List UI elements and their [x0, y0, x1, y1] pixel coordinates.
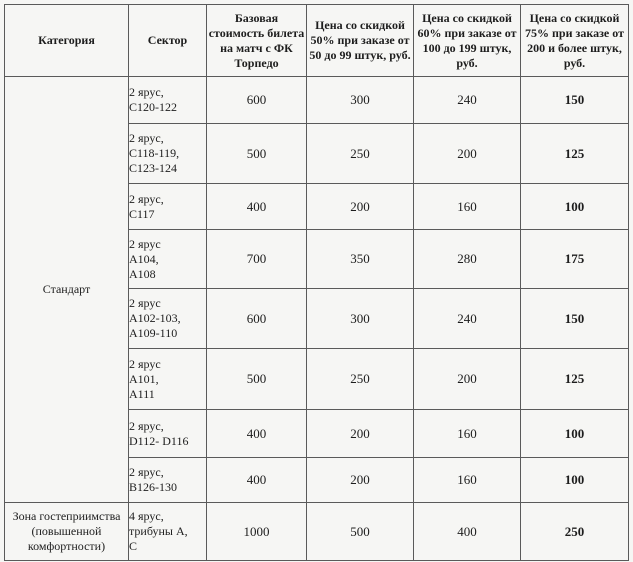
discount-60-cell	[414, 124, 521, 184]
base-price-cell-value: 600	[246, 310, 267, 326]
discount-60-cell-value: 240	[457, 92, 477, 107]
discount-60-cell	[414, 184, 521, 230]
base-price-cell	[207, 77, 307, 124]
sector-cell	[129, 349, 207, 410]
discount-75-cell	[521, 410, 629, 458]
discount-60-cell-value: 400	[457, 523, 477, 539]
discount-50-cell	[307, 458, 414, 503]
sector-line: 2 ярус	[129, 236, 161, 251]
header-sector: Сектор	[129, 5, 207, 77]
discount-50-cell	[307, 77, 414, 124]
sector-line: 2 ярус	[129, 296, 161, 310]
sector-line: С118-119,	[129, 146, 180, 160]
sector-line: С117	[129, 206, 155, 221]
discount-50-cell	[307, 184, 414, 230]
sector-cell	[129, 289, 207, 349]
sector-line: трибуны А,	[129, 524, 188, 538]
discount-75-cell-value: 100	[564, 198, 585, 214]
discount-75-cell	[521, 77, 629, 124]
discount-50-cell	[307, 410, 414, 458]
discount-60-cell	[414, 289, 521, 349]
discount-75-cell	[521, 349, 629, 410]
category-cell-standard: Стандарт	[5, 77, 129, 503]
discount-75-cell-value: 250	[564, 523, 585, 539]
discount-50-cell-value: 300	[350, 310, 370, 326]
sector-cell	[129, 410, 207, 458]
discount-50-cell	[307, 124, 414, 184]
discount-75-cell	[521, 503, 629, 561]
discount-75-cell	[521, 458, 629, 503]
discount-50-cell	[307, 289, 414, 349]
discount-75-cell-value: 100	[564, 472, 585, 487]
header-discount-75: Цена со скидкой 75% при заказе от 200 и более штук, руб.	[521, 5, 629, 77]
base-price-cell-value: 1000	[243, 523, 270, 539]
base-price-cell-value: 600	[246, 92, 267, 107]
discount-60-cell	[414, 503, 521, 561]
discount-50-cell	[307, 503, 414, 561]
sector-line: 2 ярус	[129, 356, 161, 371]
sector-cell	[129, 124, 207, 184]
header-category: Категория	[5, 5, 129, 77]
header-discount-60: Цена со скидкой 60% при заказе от 100 до 199 штук, руб.	[414, 5, 521, 77]
discount-60-cell-value: 160	[457, 472, 477, 487]
sector-line: А111	[129, 386, 155, 401]
discount-60-cell	[414, 77, 521, 124]
sector-line: А101,	[129, 371, 159, 386]
discount-75-cell	[521, 289, 629, 349]
base-price-cell	[207, 230, 307, 289]
discount-50-cell-value: 350	[350, 251, 370, 266]
category-cell-hospitality: Зона гостеприимства (повышенной комфортности)	[5, 503, 129, 561]
base-price-cell-value: 400	[246, 198, 267, 214]
base-price-cell-value: 500	[246, 371, 267, 386]
sector-line: А104,	[129, 251, 159, 266]
discount-50-cell-value: 200	[350, 198, 370, 214]
sector-line: 2 ярус,	[129, 131, 164, 145]
sector-cell	[129, 503, 207, 561]
header-base-price: Базовая стоимость билета на матч с ФК Торпедо	[207, 5, 307, 77]
discount-75-cell-value: 125	[564, 371, 585, 386]
header-discount-50: Цена со скидкой 50% при заказе от 50 до 99 штук, руб.	[307, 5, 414, 77]
sector-line: 2 ярус,	[129, 418, 164, 433]
discount-75-cell-value: 150	[564, 310, 585, 326]
discount-60-cell	[414, 349, 521, 410]
discount-50-cell	[307, 349, 414, 410]
discount-50-cell-value: 250	[350, 371, 370, 386]
sector-cell	[129, 77, 207, 124]
discount-75-cell-value: 150	[564, 92, 585, 107]
discount-50-cell-value: 250	[350, 145, 370, 161]
discount-50-cell-value: 200	[350, 472, 370, 487]
discount-75-cell	[521, 124, 629, 184]
discount-60-cell-value: 280	[457, 251, 477, 266]
sector-line: А108	[129, 266, 156, 281]
sector-line: В126-130	[129, 480, 177, 494]
base-price-cell	[207, 349, 307, 410]
sector-line: D112- D116	[129, 433, 189, 448]
discount-60-cell	[414, 410, 521, 458]
sector-line: С120-122	[129, 100, 177, 114]
base-price-cell-value: 400	[246, 472, 267, 487]
sector-line: 2 ярус,	[129, 85, 164, 99]
discount-60-cell	[414, 458, 521, 503]
base-price-cell	[207, 289, 307, 349]
sector-line: А109-110	[129, 326, 178, 340]
discount-60-cell-value: 160	[457, 198, 477, 214]
base-price-cell	[207, 124, 307, 184]
base-price-cell-value: 700	[246, 251, 267, 266]
base-price-cell	[207, 503, 307, 561]
discount-60-cell-value: 240	[457, 310, 477, 326]
base-price-cell-value: 400	[246, 425, 267, 441]
base-price-cell	[207, 458, 307, 503]
discount-75-cell	[521, 184, 629, 230]
discount-75-cell	[521, 230, 629, 289]
discount-50-cell-value: 200	[350, 425, 370, 441]
base-price-cell	[207, 410, 307, 458]
discount-75-cell-value: 175	[564, 251, 585, 266]
discount-50-cell	[307, 230, 414, 289]
sector-cell	[129, 230, 207, 289]
sector-line: С123-124	[129, 161, 177, 175]
base-price-cell	[207, 184, 307, 230]
discount-50-cell-value: 500	[350, 523, 370, 539]
discount-60-cell-value: 200	[457, 145, 477, 161]
discount-75-cell-value: 100	[564, 425, 585, 441]
sector-line: С	[129, 539, 138, 553]
discount-60-cell-value: 160	[457, 425, 477, 441]
sector-cell	[129, 458, 207, 503]
sector-line: 4 ярус,	[129, 509, 164, 523]
base-price-cell-value: 500	[246, 145, 267, 161]
sector-line: А102-103,	[129, 311, 181, 325]
discount-50-cell-value: 300	[350, 92, 370, 107]
table-row	[5, 77, 629, 124]
header-row	[5, 5, 629, 77]
sector-cell	[129, 184, 207, 230]
table-row	[5, 503, 629, 561]
price-table	[4, 4, 629, 561]
sector-line: 2 ярус,	[129, 465, 164, 479]
discount-75-cell-value: 125	[564, 145, 585, 161]
discount-60-cell	[414, 230, 521, 289]
sector-line: 2 ярус,	[129, 191, 164, 206]
discount-60-cell-value: 200	[457, 371, 477, 386]
